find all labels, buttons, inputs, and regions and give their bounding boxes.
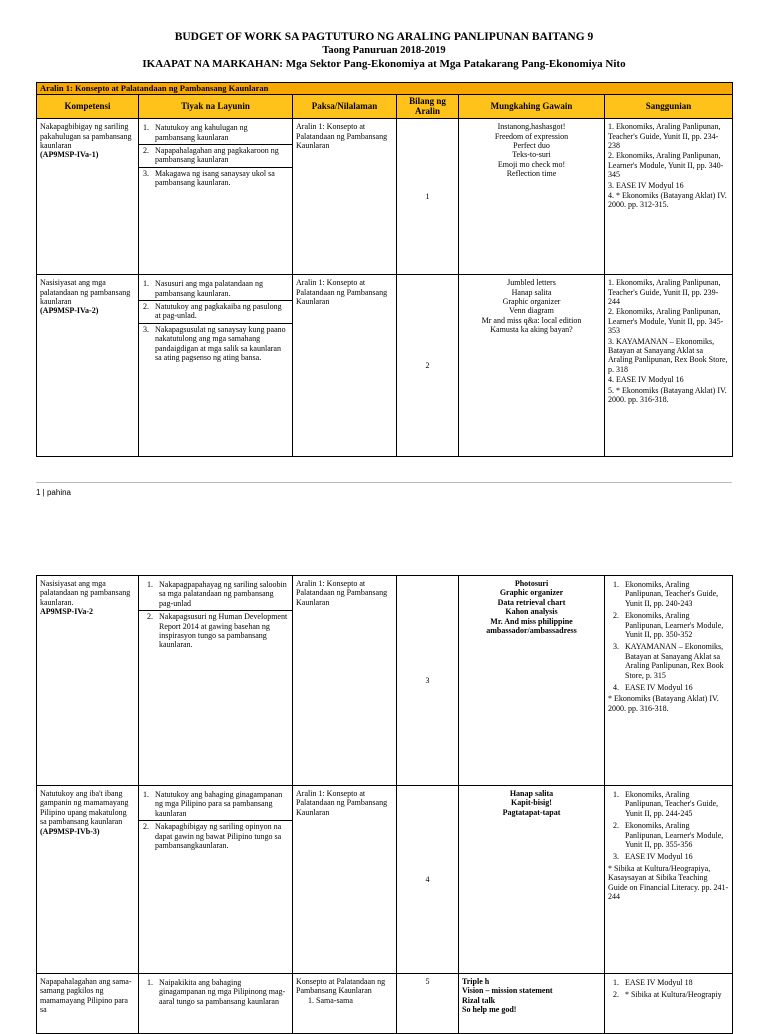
kompetensi-cell: Nasisiyasat ang mga palatandaan ng pambansang kaunlaran. AP9MSP-IVa-2 bbox=[37, 576, 139, 786]
list-item: 1. Nakapagpapahayag ng sariling saloobin sa mga palatandaan ng pambansang pag-unlad bbox=[139, 579, 292, 611]
table-row bbox=[37, 576, 733, 786]
list-item: 2. Nakapagbibigay ng sariling opinyon na dapat gawin ng bawat Pilipino tungo sa pambansangkaunlaran. bbox=[143, 822, 282, 851]
gawain-cell: Jumbled letters Hanap salita Graphic organizer Venn diagram Mr and miss q&a: local edition Kamusta ka aking bayan? bbox=[459, 275, 605, 457]
bilang-cell: 2 bbox=[397, 275, 459, 457]
header-sanggunian: Sanggunian bbox=[605, 95, 733, 119]
budget-table-page2 bbox=[36, 575, 733, 1034]
list-item: 2. Napapahalagahan ang pagkakaroon ng pambansang kaunlaran bbox=[139, 145, 292, 168]
list-item: 2. Ekonomiks, Araling Panlipunan, Learner's Module, Yunit II, pp. 350-352 bbox=[613, 611, 724, 640]
sanggunian-cell: 1. Ekonomiks, Araling Panlipunan, Teacher's Guide, Yunit II, pp. 234-238 2. Ekonomiks, Araling Panlipunan, Learner's Module, Yunit II, pp. 340-345 3. EASE IV Modyul 16 4. * Ekonomiks (Batayang Aklat) IV. 2000. pp. 312-315. bbox=[605, 119, 733, 275]
list-item: 1. Naipakikita ang bahaging ginagampanan ng mga Pilipinong mag-aaral tungo sa pambansang kaunlaran bbox=[147, 978, 286, 1006]
kompetensi-cell: Natutukoy ang iba't ibang gampanin ng mamamayang Pilipino upang makatulong sa pambansang kaunlaran (AP9MSP-IVb-3) bbox=[37, 786, 139, 974]
sanggunian-cell: 1. Ekonomiks, Araling Panlipunan, Teacher's Guide, Yunit II, pp. 239-244 2. Ekonomiks, Araling Panlipunan, Learner's Module, Yunit II, pp. 345-353 3. KAYAMANAN – Ekonomiks, Batayan at Sanayang Aklat sa Araling Panlipunan, Rex Book Store, p. 318 4. EASE IV Modyul 16 5. * Ekonomiks (Batayang Aklat) IV. 2000. pp. 316-318. bbox=[605, 275, 733, 457]
gawain-cell: Triple h Vision – mission statement Rizal talk So help me god! bbox=[459, 974, 605, 1034]
budget-table-page1 bbox=[36, 82, 733, 457]
list-item: 1. EASE IV Modyul 18 bbox=[613, 978, 693, 987]
header-kompetensi: Kompetensi bbox=[37, 95, 139, 119]
layunin-cell bbox=[139, 786, 293, 974]
table-row bbox=[37, 119, 733, 275]
document-header bbox=[0, 30, 768, 71]
paksa-cell: Aralin 1: Konsepto at Palatandaan ng Pambansang Kaunlaran bbox=[293, 576, 397, 786]
layunin-cell bbox=[139, 119, 293, 275]
layunin-cell bbox=[139, 576, 293, 786]
table-row bbox=[37, 786, 733, 974]
column-headers bbox=[37, 95, 733, 119]
list-item: 2. Natutukoy ang pagkakaiba ng pasulong at pag-unlad. bbox=[139, 301, 292, 324]
sanggunian-cell: 1. Ekonomiks, Araling Panlipunan, Teacher's Guide, Yunit II, pp. 244-245 2. Ekonomiks, Araling Panlipunan, Learner's Module, Yunit II, pp. 355-356 3. EASE IV Modyul 16 * Sibika at Kultura/Heograpiya, Kasaysayan at Sibika Teaching Guide on Financial Literacy. pp. 241-244 bbox=[605, 786, 733, 974]
list-item: 1. Natutukoy ang kahulugan ng pambansang kaunlaran bbox=[139, 122, 292, 145]
list-item: 2. * Sibika at Kultura/Heograpiy bbox=[613, 990, 722, 1000]
paksa-cell: Aralin 1: Konsepto at Palatandaan ng Pambansang Kaunlaran bbox=[293, 275, 397, 457]
gawain-cell: Photosuri Graphic organizer Data retrieval chart Kahon analysis Mr. And miss philippine ambassador/ambassadress bbox=[459, 576, 605, 786]
list-item: 3. Makagawa ng isang sanaysay ukol sa pambansang kaunlaran. bbox=[143, 168, 275, 188]
header-bilang: Bilang ng Aralin bbox=[397, 95, 459, 119]
lesson-title: Aralin 1: Konsepto at Palatandaan ng Pambansang Kaunlaran bbox=[37, 83, 733, 95]
bilang-cell: 3 bbox=[397, 576, 459, 786]
document-title: BUDGET OF WORK SA PAGTUTURO NG ARALING PANLIPUNAN BAITANG 9 bbox=[174, 31, 594, 43]
paksa-cell: Aralin 1: Konsepto at Palatandaan ng Pambansang Kaunlaran bbox=[293, 119, 397, 275]
list-item: 1. Nasusuri ang mga palatandaan ng pambansang kaunlaran. bbox=[139, 278, 292, 301]
sanggunian-cell bbox=[605, 974, 733, 1034]
layunin-cell bbox=[139, 275, 293, 457]
competency-code: (AP9MSP-IVa-2) bbox=[40, 306, 99, 316]
gawain-cell: Instanong,hashasgot! Freedom of expression Perfect duo Teks-to-suri Emoji mo check mo! Reflection time bbox=[459, 119, 605, 275]
table-row bbox=[37, 974, 733, 1034]
gawain-cell: Hanap salita Kapit-bisig! Pagtatapat-tapat bbox=[459, 786, 605, 974]
kompetensi-cell: Nasisiyasat ang mga palatandaan ng pambansang kaunlaran (AP9MSP-IVa-2) bbox=[37, 275, 139, 457]
layunin-cell bbox=[139, 974, 293, 1034]
kompetensi-cell: Nakapagbibigay ng sariling pakahulugan sa pambansang kaunlaran (AP9MSP-IVa-1) bbox=[37, 119, 139, 275]
bilang-cell: 4 bbox=[397, 786, 459, 974]
list-item: 1. Ekonomiks, Araling Panlipunan, Teacher's Guide, Yunit II, pp. 244-245 bbox=[613, 790, 719, 818]
footer-divider bbox=[36, 482, 732, 483]
table-row bbox=[37, 275, 733, 457]
list-item: 3. Nakapagsusulat ng sanaysay kung paano nakatutulong ang mga samahang pandaigdigan at mga salik sa kaunlaran sa ating pagsenso ng ating bansa. bbox=[143, 324, 286, 363]
quarter-title: IKAAPAT NA MARKAHAN: Mga Sektor Pang-Ekonomiya at Mga Patakarang Pang-Ekonomiya Nito bbox=[142, 58, 626, 70]
header-paksa: Paksa/Nilalaman bbox=[293, 95, 397, 119]
bilang-cell: 1 bbox=[397, 119, 459, 275]
list-item: 2. Ekonomiks, Araling Panlipunan, Learner's Module, Yunit II, pp. 355-356 bbox=[613, 821, 724, 850]
lesson-bar bbox=[37, 83, 733, 95]
header-gawain: Mungkahing Gawain bbox=[459, 95, 605, 119]
competency-code: AP9MSP-IVa-2 bbox=[40, 607, 94, 617]
list-item: 3. EASE IV Modyul 16 bbox=[613, 852, 693, 862]
page-number: 1 | pahina bbox=[36, 488, 71, 497]
school-year: Taong Panuruan 2018-2019 bbox=[322, 45, 446, 56]
list-item: 4. EASE IV Modyul 16 bbox=[613, 683, 693, 693]
header-layunin: Tiyak na Layunin bbox=[139, 95, 293, 119]
competency-code: (AP9MSP-IVb-3) bbox=[40, 826, 100, 836]
list-item: 3. KAYAMANAN – Ekonomiks, Batayan at Sanayang Aklat sa Araling Panlipunan, Rex Book Store, p. 315 bbox=[613, 642, 724, 680]
list-item: 1. Ekonomiks, Araling Panlipunan, Teacher's Guide, Yunit II, pp. 240-243 bbox=[613, 580, 719, 608]
kompetensi-cell: Napapahalagahan ang sama-samang pagkilos ng mamamayang Pilipino para sa bbox=[37, 974, 139, 1034]
paksa-cell: Konsepto at Palatandaan ng Pambansang Kaunlaran 1. Sama-sama bbox=[293, 974, 397, 1034]
bilang-cell: 5 bbox=[397, 974, 459, 1034]
sanggunian-cell: 1. Ekonomiks, Araling Panlipunan, Teacher's Guide, Yunit II, pp. 240-243 2. Ekonomiks, Araling Panlipunan, Learner's Module, Yunit II, pp. 350-352 3. KAYAMANAN – Ekonomiks, Batayan at Sanayang Aklat sa Araling Panlipunan, Rex Book Store, p. 315 4. EASE IV Modyul 16 * Ekonomiks (Batayang Aklat) IV. 2000. pp. 316-318. bbox=[605, 576, 733, 786]
paksa-cell: Aralin 1: Konsepto at Palatandaan ng Pambansang Kaunlaran bbox=[293, 786, 397, 974]
list-item: 2. Nakapagsusuri ng Human Development Report 2014 at gawing basehan ng inspirasyon tungo sa pambansang kaunlaran. bbox=[147, 612, 288, 650]
list-item: 1. Natutukoy ang bahaging ginagampanan ng mga Pilipino para sa pambansang kaunlaran bbox=[139, 789, 292, 821]
competency-code: (AP9MSP-IVa-1) bbox=[40, 150, 99, 160]
